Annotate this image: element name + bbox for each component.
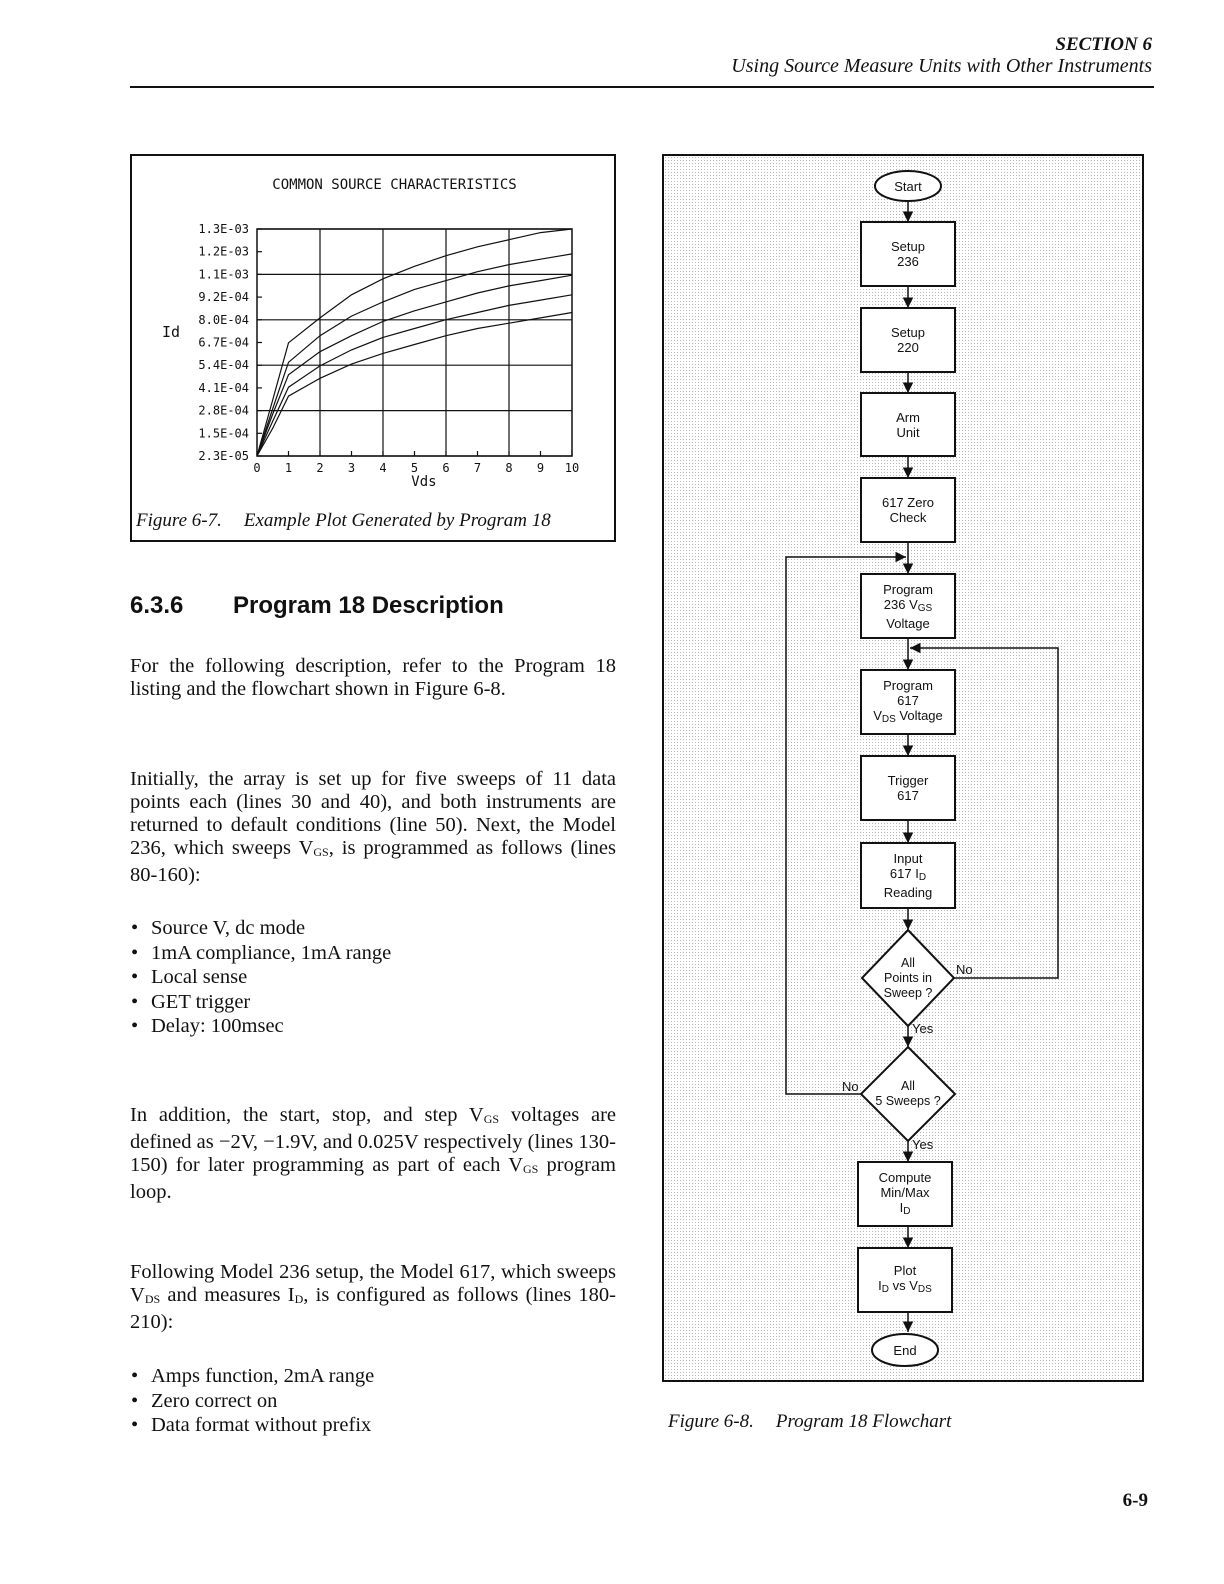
subscript: GS — [523, 1162, 539, 1176]
subscript: DS — [917, 1284, 932, 1295]
header-rule — [130, 86, 1154, 88]
text — [879, 1200, 932, 1219]
program-236-label — [861, 574, 955, 638]
series-line — [257, 229, 572, 456]
y-tick-label: 2.3E-05 — [198, 449, 249, 463]
program-617-label — [861, 670, 955, 734]
figure-6-8-flowchart — [662, 154, 1144, 1382]
figure-6-7-number: Figure 6-7. — [136, 510, 222, 531]
y-tick-label: 1.5E-04 — [198, 426, 249, 441]
setup-236-label — [861, 222, 955, 286]
subscript: GS — [917, 602, 933, 614]
y-tick-label: 8.0E-04 — [198, 312, 249, 327]
figure-6-7-title: Example Plot Generated by Program 18 — [243, 510, 551, 531]
x-tick-label: 3 — [347, 461, 356, 475]
page-number: 6-9 — [1122, 1490, 1148, 1511]
text: Voltage — [886, 615, 930, 631]
y-tick-label: 4.1E-04 — [198, 380, 249, 395]
text: Reading — [883, 885, 933, 900]
series-line — [257, 254, 572, 456]
text: Points in — [884, 970, 932, 985]
text — [883, 597, 933, 616]
list-item: • 1mA compliance, 1mA range — [130, 941, 616, 966]
y-tick-label: 2.8E-04 — [198, 403, 249, 418]
model-617-settings-list — [130, 1364, 616, 1438]
x-tick-label: 1 — [284, 461, 293, 475]
y-tick-label: 5.4E-04 — [198, 358, 249, 373]
all-sweeps-label — [863, 1072, 953, 1116]
list-item: • Data format without prefix — [130, 1413, 616, 1438]
x-tick-label: 7 — [473, 461, 482, 475]
text: All — [901, 1079, 915, 1093]
list-item: • Amps function, 2mA range — [130, 1364, 616, 1389]
text: Sweep ? — [883, 985, 933, 1000]
text: Arm — [896, 409, 920, 425]
text-run: Initially, the array is set up for five sweeps of 11 data points each (lines 30 and 40), and both instruments are returned to default conditions (line 50). Next, the Model 236, which sweeps V — [130, 768, 616, 859]
text: 220 — [897, 340, 919, 355]
figure-6-7 — [130, 154, 616, 542]
subscript: DS — [881, 713, 896, 725]
list-item: • Delay: 100msec — [130, 1014, 616, 1039]
figure-6-8-number: Figure 6-8. — [668, 1411, 754, 1432]
x-tick-label: 5 — [410, 461, 419, 475]
x-axis-label: Vds — [411, 474, 437, 490]
y-tick-label: 1.1E-03 — [198, 267, 249, 282]
text: 5 Sweeps ? — [875, 1094, 941, 1108]
x-tick-label: 10 — [564, 461, 580, 475]
subscript: DS — [144, 1292, 161, 1306]
text: All — [901, 955, 915, 970]
text: 617 Zero — [881, 495, 935, 510]
text — [878, 1278, 932, 1297]
text: Program — [883, 581, 933, 597]
text: Setup — [891, 325, 925, 340]
yes-label-sweeps: Yes — [912, 1137, 934, 1152]
text: Voltage — [895, 707, 943, 723]
y-tick-label: 9.2E-04 — [198, 290, 249, 305]
list-item: • Zero correct on — [130, 1389, 616, 1414]
y-tick-label: 1.3E-03 — [198, 222, 249, 236]
text-run: In addition, the start, stop, and step V — [130, 1104, 484, 1126]
text: Compute — [878, 1169, 932, 1185]
text — [873, 708, 943, 727]
section-title: Program 18 Description — [233, 592, 504, 619]
list-item: • Local sense — [130, 965, 616, 990]
yes-label-points: Yes — [912, 1021, 934, 1036]
text: Trigger — [887, 773, 929, 788]
x-tick-label: 0 — [253, 461, 261, 475]
text: 236 V — [883, 596, 918, 612]
arm-unit-label — [861, 393, 955, 456]
text: Start — [894, 178, 922, 194]
x-tick-label: 4 — [379, 461, 387, 475]
model-236-settings-list — [130, 916, 616, 1039]
text: vs V — [889, 1278, 918, 1293]
text: I — [878, 1278, 882, 1293]
text: Program — [883, 677, 933, 693]
setup-220-label — [861, 308, 955, 372]
series-line — [257, 313, 572, 457]
subscript: D — [881, 1284, 890, 1295]
subscript: D — [918, 872, 927, 883]
plot-label — [858, 1248, 952, 1312]
end-label — [872, 1338, 938, 1362]
list-item: • GET trigger — [130, 990, 616, 1015]
zero-check-label — [861, 478, 955, 542]
x-tick-label: 2 — [316, 461, 324, 475]
input-617-label — [861, 843, 955, 908]
section-subtitle: Using Source Measure Units with Other Instruments — [731, 55, 1152, 77]
text: Unit — [896, 424, 920, 440]
subscript: GS — [483, 1112, 500, 1126]
text: Input — [893, 851, 923, 866]
paragraph-model-617 — [130, 1261, 616, 1334]
chart-title: COMMON SOURCE CHARACTERISTICS — [272, 177, 517, 193]
text: Check — [889, 510, 927, 525]
text-run: , is programmed as follows (lines 80-160): — [130, 837, 616, 886]
list-item: • Source V, dc mode — [130, 916, 616, 941]
section-number: 6.3.6 — [130, 592, 184, 619]
text: Min/Max — [880, 1184, 930, 1200]
text: 236 — [897, 254, 919, 269]
paragraph-intro: For the following description, refer to the Program 18 listing and the flowchart shown in Figure 6-8. — [130, 655, 616, 700]
x-tick-label: 8 — [505, 461, 513, 475]
subscript: D — [903, 1205, 911, 1217]
paragraph-vgs-voltages — [130, 1104, 616, 1204]
text: I — [899, 1199, 904, 1215]
y-tick-label: 6.7E-04 — [198, 335, 249, 350]
id-vs-vds-chart — [132, 156, 614, 510]
text-run: , is configured as follows (lines 180-210): — [130, 1284, 617, 1333]
section-label: SECTION 6 — [1055, 34, 1152, 55]
text-run: and measures I — [160, 1284, 295, 1306]
text: 617 I — [889, 866, 919, 881]
trigger-617-label — [861, 756, 955, 820]
figure-6-7-caption — [136, 510, 551, 532]
text: 617 — [897, 788, 919, 803]
subscript: D — [294, 1292, 304, 1306]
figure-6-8-caption — [668, 1411, 951, 1433]
plot-frame — [257, 229, 572, 456]
figure-6-8-title: Program 18 Flowchart — [775, 1411, 952, 1432]
x-tick-label: 6 — [442, 461, 450, 475]
paragraph-initial-setup — [130, 768, 616, 887]
text: 617 — [897, 692, 919, 708]
subscript: GS — [313, 845, 329, 859]
y-axis-label: Id — [162, 323, 181, 341]
no-label-points: No — [956, 962, 973, 977]
series-line — [257, 295, 572, 456]
x-tick-label: 9 — [536, 461, 545, 475]
text-run: voltages are defined as −2V, −1.9V, and 0.025V respectively (lines 130-150) for later programming as part of each V — [130, 1104, 616, 1176]
y-tick-label: 1.2E-03 — [198, 244, 249, 259]
no-label-sweeps: No — [842, 1079, 859, 1094]
text: End — [893, 1342, 917, 1358]
text: Setup — [891, 239, 925, 254]
section-heading — [130, 592, 504, 620]
start-label — [875, 174, 941, 198]
text-run: program loop. — [130, 1154, 616, 1203]
text — [884, 866, 932, 885]
text-run: Following Model 236 setup, the Model 617, which sweeps V — [130, 1261, 616, 1306]
text: V — [873, 707, 882, 723]
all-points-label — [868, 950, 948, 1006]
text: Plot — [893, 1263, 917, 1278]
compute-minmax-label — [858, 1162, 952, 1226]
